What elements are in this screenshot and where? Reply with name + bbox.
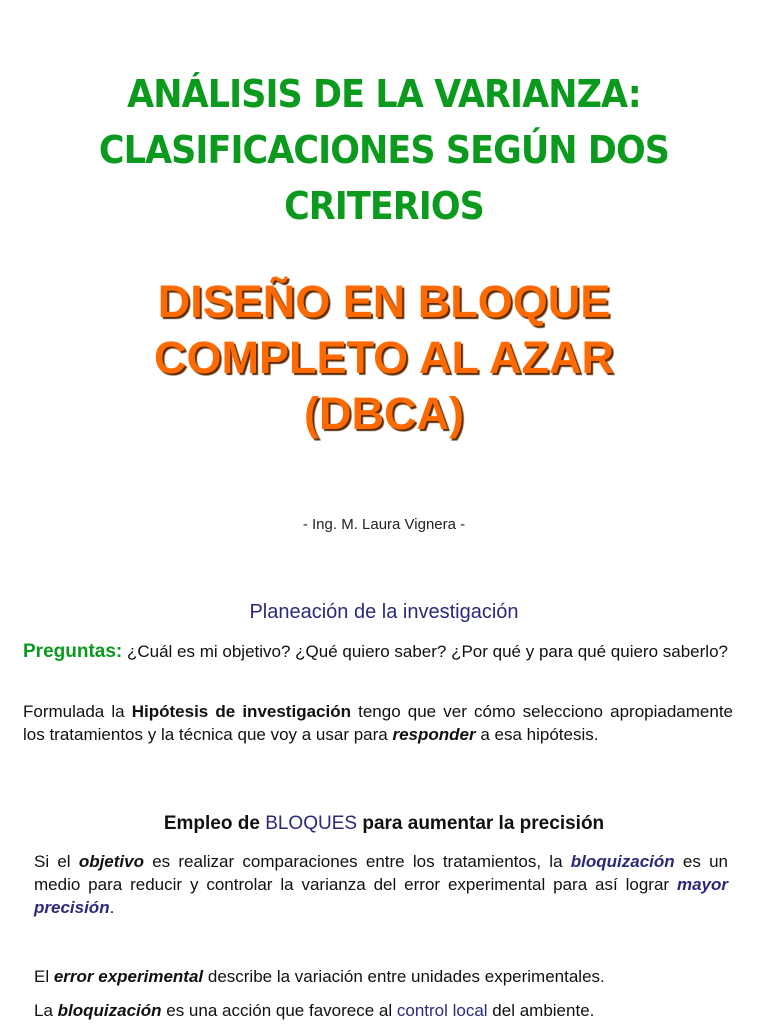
- main-title-line-2: CLASIFICACIONES SEGÚN DOS: [98, 128, 670, 172]
- bloquizacion-term-2: bloquización: [57, 1001, 162, 1020]
- subtitle-line-2: COMPLETO AL AZAR: [154, 332, 614, 383]
- preguntas-label: Preguntas:: [23, 641, 123, 662]
- hipotesis-text-a: Formulada la: [23, 702, 132, 721]
- subtitle-line-1: DISEÑO EN BLOQUE: [157, 276, 611, 327]
- bloquizacion-term: bloquización: [570, 852, 675, 871]
- hipotesis-text-c: tengo que ver cómo selecciono apropiadamente los tratamientos y la técnica que voy a usar para: [23, 702, 733, 744]
- bloq-text-e: del ambiente.: [487, 1001, 595, 1020]
- hipotesis-text-e: a esa hipótesis.: [475, 725, 599, 744]
- paragraph-objetivo: [34, 850, 728, 919]
- bloques-heading-term: BLOQUES: [265, 813, 358, 834]
- bloq-text-c: es una acción que favorece al: [161, 1001, 397, 1020]
- preguntas-text: ¿Cuál es mi objetivo? ¿Qué quiero saber? ¿Por qué y para qué quiero saberlo?: [122, 642, 728, 661]
- objetivo-text-c: es realizar comparaciones entre los tratamientos, la: [143, 852, 571, 871]
- paragraph-error-experimental: [34, 965, 728, 988]
- error-text-c: describe la variación entre unidades experimentales.: [203, 967, 605, 986]
- section-heading-bloques: [0, 813, 768, 835]
- paragraph-bloquizacion: [34, 999, 728, 1022]
- mayor-precision-term: mayor precisión: [34, 875, 728, 917]
- objetivo-text-a: Si el: [34, 852, 79, 871]
- responder-term: responder: [392, 725, 476, 744]
- objetivo-text-e: es un medio para reducir y controlar la varianza del error experimental para así lograr: [34, 852, 728, 894]
- subtitle: [0, 274, 768, 442]
- section-heading-planeacion: Planeación de la investigación: [249, 601, 519, 623]
- bloques-heading-a: Empleo de: [163, 813, 266, 834]
- main-title: [31, 66, 738, 234]
- control-local-term: control local: [396, 1001, 488, 1020]
- subtitle-line-3: (DBCA): [304, 388, 464, 439]
- author-line: - Ing. M. Laura Vignera -: [302, 516, 466, 533]
- objetivo-text-g: .: [109, 898, 115, 917]
- error-experimental-term: error experimental: [53, 967, 204, 986]
- bloq-text-a: La: [34, 1001, 58, 1020]
- bloques-heading-c: para aumentar la precisión: [357, 813, 605, 834]
- main-title-line-1: ANÁLISIS DE LA VARIANZA:: [127, 72, 641, 116]
- error-text-a: El: [34, 967, 54, 986]
- paragraph-hipotesis: [23, 700, 733, 746]
- hipotesis-term: Hipótesis de investigación: [131, 702, 351, 721]
- main-title-line-3: CRITERIOS: [284, 184, 484, 228]
- paragraph-preguntas: [23, 640, 733, 663]
- objetivo-term: objetivo: [78, 852, 144, 871]
